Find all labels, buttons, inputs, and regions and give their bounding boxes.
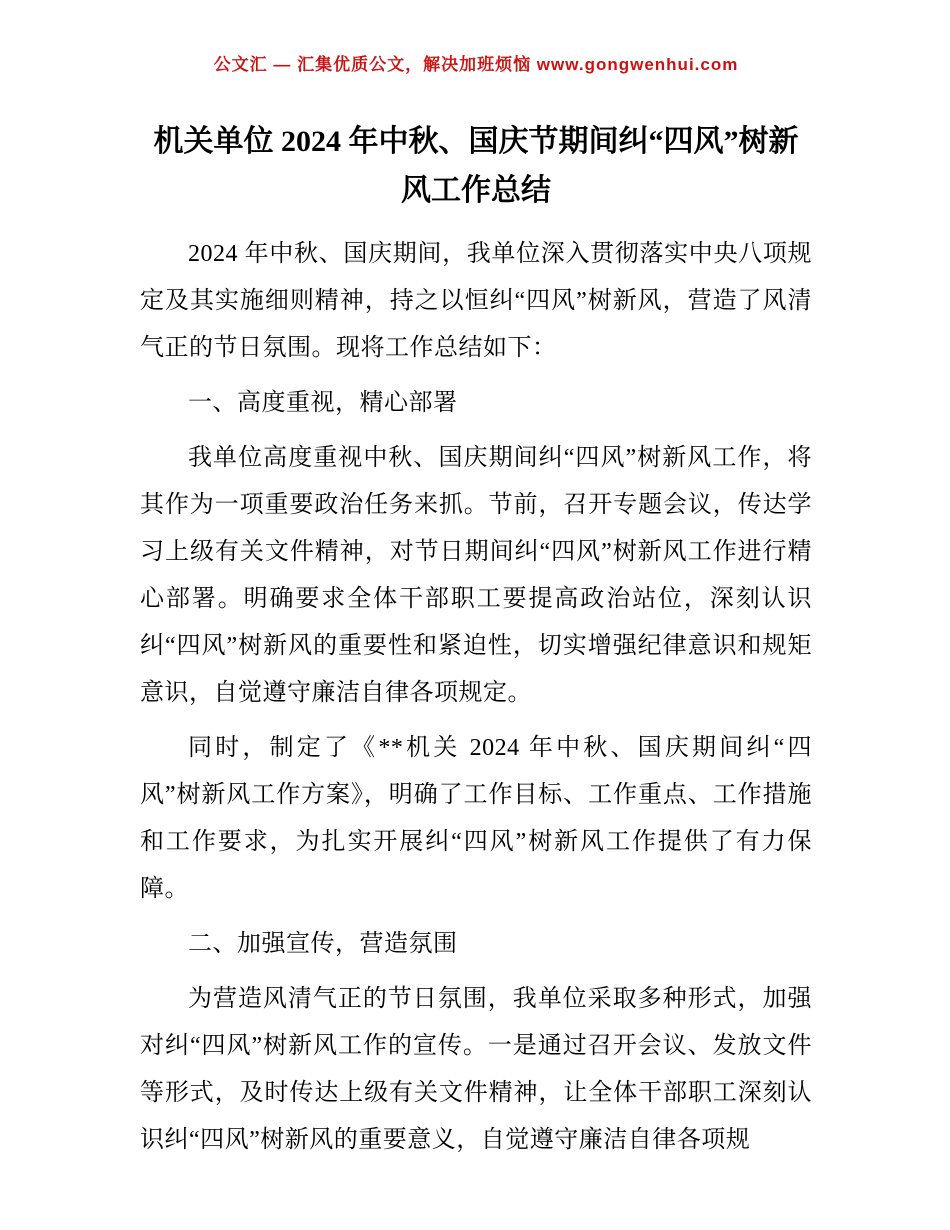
section-heading: 二、加强宣传，营造氛围 <box>188 931 458 957</box>
paragraph: 同时，制定了《**机关 2024 年中秋、国庆期间纠“四风”树新风工作方案》，明确了工作目标、工作重点、工作措施和工作要求，为扎实开展纠“四风”树新风工作提供了有力保障。 <box>140 735 812 902</box>
document-body <box>140 231 812 1164</box>
section-heading: 一、高度重视，精心部署 <box>188 390 458 416</box>
watermark-header <box>140 50 812 75</box>
paragraph: 我单位高度重视中秋、国庆期间纠“四风”树新风工作，将其作为一项重要政治任务来抓。节前，召开专题会议，传达学习上级有关文件精神，对节日期间纠“四风”树新风工作进行精心部署。明确要求全体干部职工要提高政治站位，深刻认识纠“四风”树新风的重要性和紧迫性，切实增强纪律意识和规矩意识，自觉遵守廉洁自律各项规定。 <box>140 445 812 706</box>
paragraph: 2024 年中秋、国庆期间，我单位深入贯彻落实中央八项规定及其实施细则精神，持之以恒纠“四风”树新风，营造了风清气正的节日氛围。现将工作总结如下： <box>140 241 812 361</box>
paragraph: 为营造风清气正的节日氛围，我单位采取多种形式，加强对纠“四风”树新风工作的宣传。一是通过召开会议、发放文件等形式，及时传达上级有关文件精神，让全体干部职工深刻认识纠“四风”树新风的重要意义，自觉遵守廉洁自律各项规 <box>140 986 812 1153</box>
watermark-text: 公文汇 — 汇集优质公文，解决加班烦恼 www.gongwenhui.com <box>213 55 739 74</box>
document-title: 机关单位 2024 年中秋、国庆节期间纠“四风”树新风工作总结 <box>153 125 799 207</box>
